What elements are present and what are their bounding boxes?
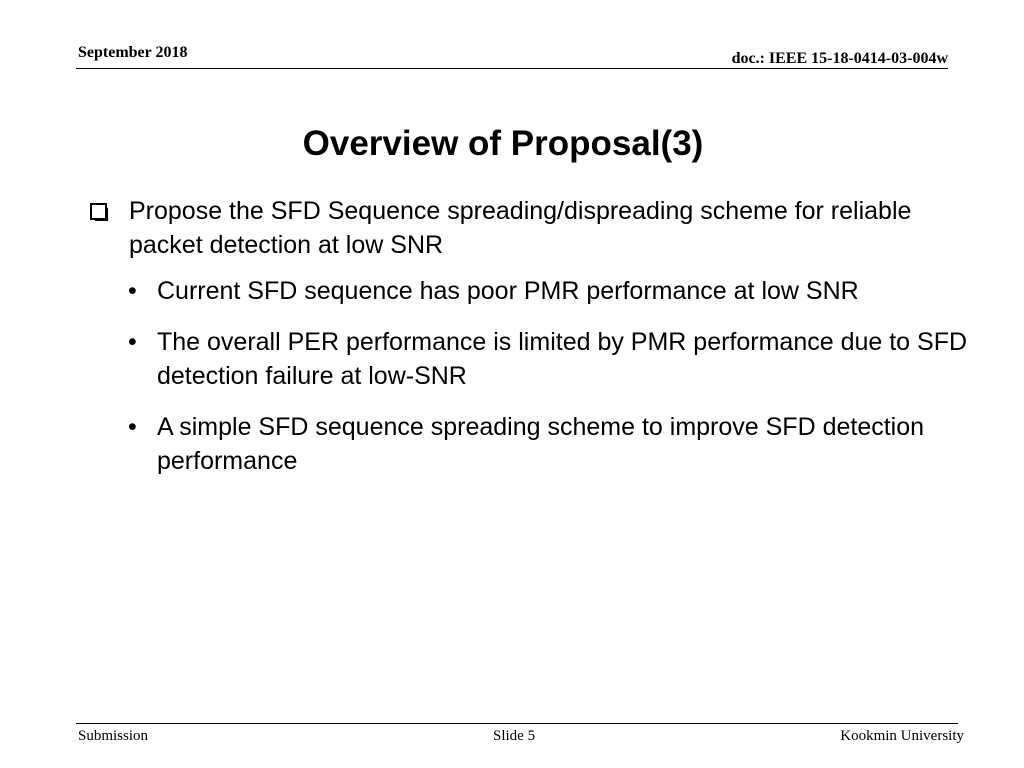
bullet-dot-icon: • [128,328,137,356]
header-divider [76,68,948,69]
main-bullet-point [84,194,974,262]
sub-bullet-point [84,325,974,393]
footer-organization: Kookmin University [840,728,964,744]
bullet-dot-icon: • [128,413,137,441]
checkbox-bullet-icon [90,203,107,220]
slide-body [84,194,974,495]
sub-bullet-text: Current SFD sequence has poor PMR performance at low SNR [157,277,859,305]
main-bullet-text: Propose the SFD Sequence spreading/dispreading scheme for reliable packet detection at low SNR [129,197,912,259]
footer-slide-number: Slide 5 [493,728,536,744]
sub-bullet-point [84,410,974,478]
sub-bullet-text: A simple SFD sequence spreading scheme to improve SFD detection performance [157,413,925,475]
bullet-dot-icon: • [128,277,137,305]
slide-title: Overview of Proposal(3) [302,124,704,163]
header-doc-id: doc.: IEEE 15-18-0414-03-004w [731,50,948,67]
header-date: September 2018 [78,44,188,61]
footer-submission: Submission [78,728,149,744]
sub-bullet-text: The overall PER performance is limited by PMR performance due to SFD detection failure at low-SNR [157,328,968,390]
footer-divider [76,723,958,724]
sub-bullet-point [84,274,974,308]
